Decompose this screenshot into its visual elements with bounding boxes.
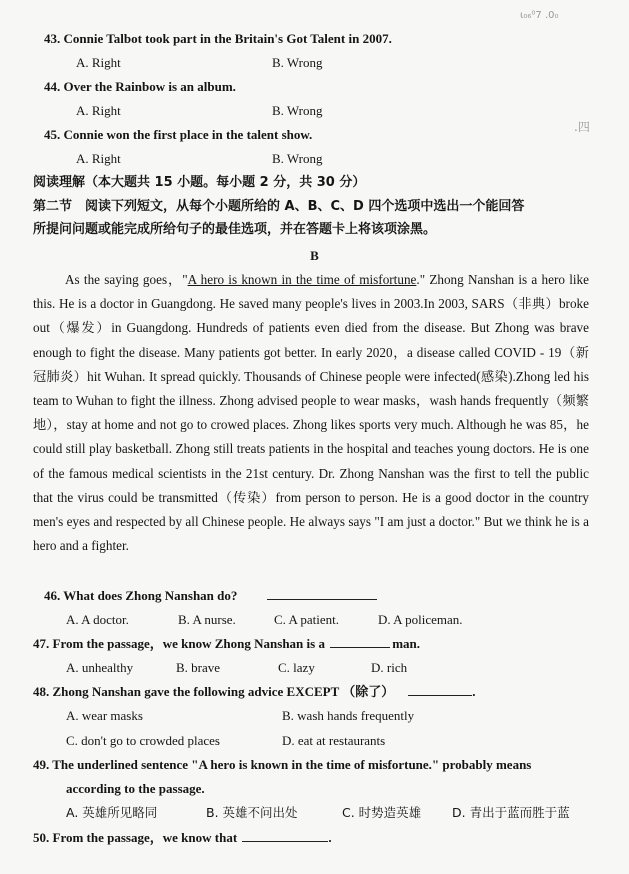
- question-49: 49. The underlined sentence "A hero is known in the time of misfortune." probably means: [33, 757, 532, 772]
- question-47-text: 47. From the passage，we know Zhong Nanshan is a: [33, 636, 329, 651]
- q45-option-b[interactable]: B. Wrong: [272, 151, 323, 166]
- passage-start: As the saying goes，": [65, 272, 188, 287]
- q47-option-d[interactable]: D. rich: [371, 660, 408, 675]
- question-48: 48. Zhong Nanshan gave the following advice EXCEPT （除了） .: [33, 684, 476, 699]
- q47-option-a[interactable]: A. unhealthy: [66, 660, 134, 675]
- q47-option-c[interactable]: C. lazy: [278, 660, 315, 675]
- q48-option-c[interactable]: C. don't go to crowded places: [66, 733, 220, 748]
- passage-body: ." Zhong Nanshan is a hero like this. He is a doctor in Guangdong. He saved many people's lives in 2003.In 2003, SARS（非典）broke out（爆发）in Guangdong. Hundreds of patients even died from the disease. But Zhong was brave enough to fight the disease. Many patients got better. In early 2020，a disease called COVID - 19（新冠肺炎）hit Wuhan. It spread quickly. Thousands of Chinese people were infected(感染).Zhong led his team to Wuhan to fight the illness. Zhong advised people to wear masks，wash hands frequently（频繁地），stay at home and not go to crowed places. Zhong likes sports very much. Although he was 85，he could still play basketball. Zhong still treats patients in the hospital and teaches young doctors. He is one of the famous medical scientists in the 21st century. Dr. Zhong Nanshan was the first to tell the public that the virus could be transmitted（传染）from person to person. He is a good doctor in the country men's eyes and respected by all Chinese people. He always says "I am just a doctor." But we think he is a hero and a fighter.: [33, 272, 589, 554]
- side-mark: .四: [574, 120, 590, 134]
- q46-option-b[interactable]: B. A nurse.: [178, 612, 236, 627]
- q48-answer-blank[interactable]: [408, 683, 472, 696]
- question-50: 50. From the passage，we know that .: [33, 830, 332, 845]
- question-47: [33, 635, 420, 652]
- q48-option-d[interactable]: D. eat at restaurants: [282, 733, 386, 748]
- question-48-text: 48. Zhong Nanshan gave the following advice EXCEPT （除了）: [33, 684, 395, 699]
- q44-option-a[interactable]: A. Right: [76, 103, 121, 118]
- passage-text: [33, 268, 589, 558]
- question-47-text-end: man.: [392, 636, 421, 651]
- question-44: 44. Over the Rainbow is an album.: [44, 79, 236, 94]
- q48-option-b[interactable]: B. wash hands frequently: [282, 708, 415, 723]
- question-45: 45. Connie won the first place in the talent show.: [44, 127, 313, 142]
- section-instruction-line1: 第二节 阅读下列短文，从每个小题所给的 A、B、C、D 四个选项中选出一个能回答: [33, 199, 525, 214]
- question-49-continued: according to the passage.: [66, 781, 205, 796]
- q46-option-c[interactable]: C. A patient.: [274, 612, 339, 627]
- q44-option-b[interactable]: B. Wrong: [272, 103, 323, 118]
- question-43: 43. Connie Talbot took part in the Britain's Got Talent in 2007.: [44, 31, 392, 46]
- q43-option-a[interactable]: A. Right: [76, 55, 121, 70]
- underlined-sentence: A hero is known in the time of misfortune: [187, 272, 417, 287]
- section-heading: 阅读理解（本大题共 15 小题。每小题 2 分，共 30 分）: [33, 175, 366, 190]
- q45-option-a[interactable]: A. Right: [76, 151, 121, 166]
- q43-option-b[interactable]: B. Wrong: [272, 55, 323, 70]
- q50-answer-blank[interactable]: [242, 829, 328, 842]
- q47-option-b[interactable]: B. brave: [176, 660, 221, 675]
- q48-option-a[interactable]: A. wear masks: [66, 708, 143, 723]
- passage-label: B: [310, 248, 319, 263]
- q46-option-d[interactable]: D. A policeman.: [378, 612, 463, 627]
- q49-option-a[interactable]: A. 英雄所见略同: [66, 805, 158, 820]
- q49-option-c[interactable]: C. 时势造英雄: [342, 805, 422, 820]
- question-46: [44, 587, 377, 604]
- q46-answer-blank[interactable]: [267, 587, 377, 600]
- section-instruction-line2: 所提问问题或能完成所给句子的最佳选项，并在答题卡上将该项涂黑。: [33, 222, 437, 237]
- corner-mark: ι₀₆⁰7 .0₀: [520, 10, 559, 21]
- question-46-text: 46. What does Zhong Nanshan do?: [44, 588, 238, 603]
- q46-option-a[interactable]: A. A doctor.: [66, 612, 129, 627]
- q49-option-b[interactable]: B. 英雄不问出处: [206, 805, 298, 820]
- question-50-text: 50. From the passage，we know that: [33, 830, 241, 845]
- q47-answer-blank[interactable]: [330, 635, 390, 648]
- q49-option-d[interactable]: D. 青出于蓝而胜于蓝: [452, 805, 570, 820]
